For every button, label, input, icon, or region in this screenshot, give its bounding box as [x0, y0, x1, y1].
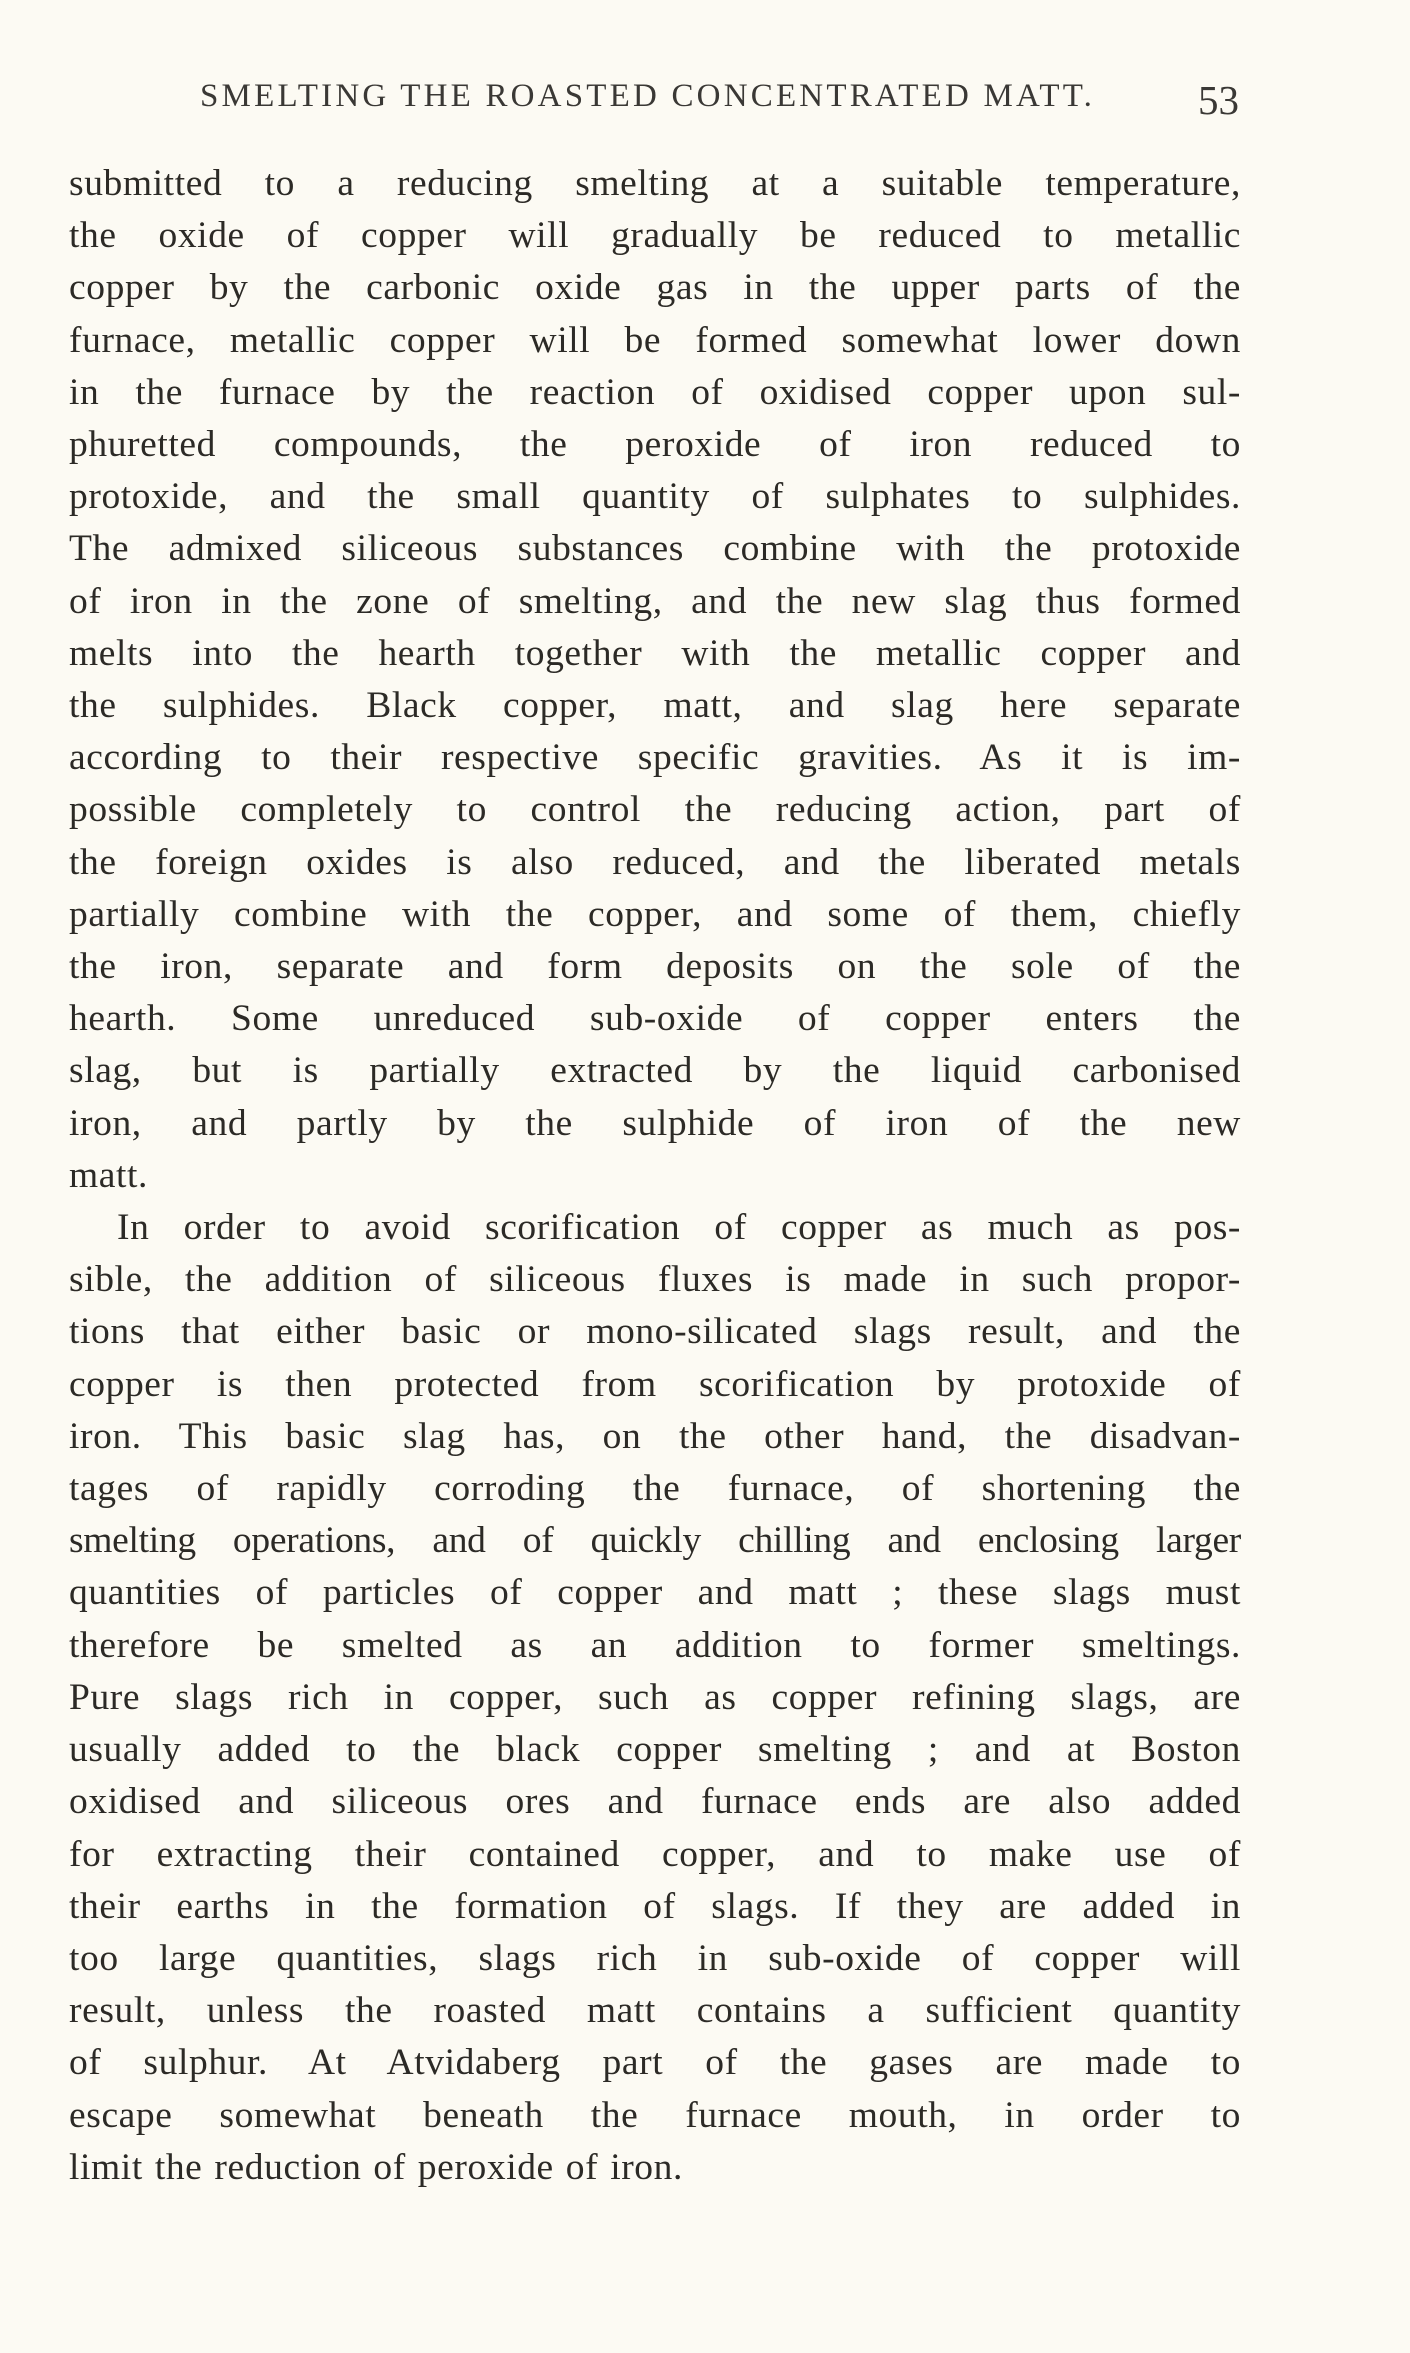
text-line: escape somewhat beneath the furnace mouth, in order to	[69, 2094, 1241, 2136]
text-line: tions that either basic or mono-silicated slags result, and the	[69, 1311, 1241, 1353]
text-line: iron. This basic slag has, on the other hand, the disadvan-	[69, 1415, 1241, 1457]
text-line: protoxide, and the small quantity of sulphates to sulphides.	[69, 476, 1241, 518]
text-line: tages of rapidly corroding the furnace, of shortening the	[69, 1468, 1241, 1510]
text-line: of sulphur. At Atvidaberg part of the gases are made to	[69, 2042, 1241, 2084]
text-line: matt.	[69, 1154, 149, 1196]
text-line: sible, the addition of siliceous fluxes is made in such propor-	[69, 1259, 1241, 1301]
text-line: phuretted compounds, the peroxide of iron reduced to	[69, 424, 1241, 466]
text-line: oxidised and siliceous ores and furnace ends are also added	[69, 1781, 1241, 1823]
text-line: result, unless the roasted matt contains a sufficient quantity	[69, 1990, 1241, 2032]
text-line: too large quantities, slags rich in sub-oxide of copper will	[69, 1937, 1241, 1979]
paragraph-1	[69, 158, 1241, 1202]
text-line: partially combine with the copper, and some of them, chiefly	[69, 893, 1241, 935]
text-line: for extracting their contained copper, and to make use of	[69, 1833, 1241, 1875]
text-line: the iron, separate and form deposits on the sole of the	[69, 946, 1241, 988]
text-line: possible completely to control the reducing action, part of	[69, 789, 1241, 831]
text-line: hearth. Some unreduced sub-oxide of copper enters the	[69, 998, 1241, 1040]
text-line: Pure slags rich in copper, such as copper refining slags, are	[69, 1676, 1241, 1718]
body-text	[69, 158, 1241, 2194]
text-line: quantities of particles of copper and matt ; these slags must	[69, 1572, 1241, 1614]
text-line: according to their respective specific gravities. As it is im-	[69, 737, 1241, 779]
text-line: slag, but is partially extracted by the liquid carbonised	[69, 1050, 1241, 1092]
text-line: the oxide of copper will gradually be reduced to metallic	[69, 215, 1241, 257]
text-line: limit the reduction of peroxide of iron.	[69, 2146, 683, 2188]
running-head: SMELTING THE ROASTED CONCENTRATED MATT.	[200, 78, 1096, 114]
text-line: of iron in the zone of smelting, and the new slag thus formed	[69, 580, 1241, 622]
text-line: copper is then protected from scorification by protoxide of	[69, 1363, 1241, 1405]
text-line: iron, and partly by the sulphide of iron of the new	[69, 1102, 1241, 1144]
text-line: submitted to a reducing smelting at a suitable temperature,	[69, 163, 1241, 204]
text-line: melts into the hearth together with the metallic copper and	[69, 632, 1241, 674]
text-line: usually added to the black copper smelting ; and at Boston	[69, 1729, 1241, 1771]
text-line: The admixed siliceous substances combine with the protoxide	[69, 528, 1241, 570]
paragraph-2	[69, 1202, 1241, 2194]
text-line: In order to avoid scorification of copper as much as pos-	[117, 1207, 1241, 1249]
text-line: their earths in the formation of slags. If they are added in	[69, 1885, 1241, 1927]
text-line: copper by the carbonic oxide gas in the upper parts of the	[69, 267, 1241, 309]
text-line: in the furnace by the reaction of oxidised copper upon sul-	[69, 371, 1241, 413]
text-line: furnace, metallic copper will be formed somewhat lower down	[69, 319, 1241, 361]
text-line: the foreign oxides is also reduced, and the liberated metals	[69, 841, 1241, 883]
text-line: therefore be smelted as an addition to former smeltings.	[69, 1624, 1241, 1666]
text-line: smelting operations, and of quickly chilling and enclosing larger	[69, 1520, 1241, 1562]
page-number: 53	[1198, 77, 1239, 123]
text-line: the sulphides. Black copper, matt, and slag here separate	[69, 685, 1241, 727]
